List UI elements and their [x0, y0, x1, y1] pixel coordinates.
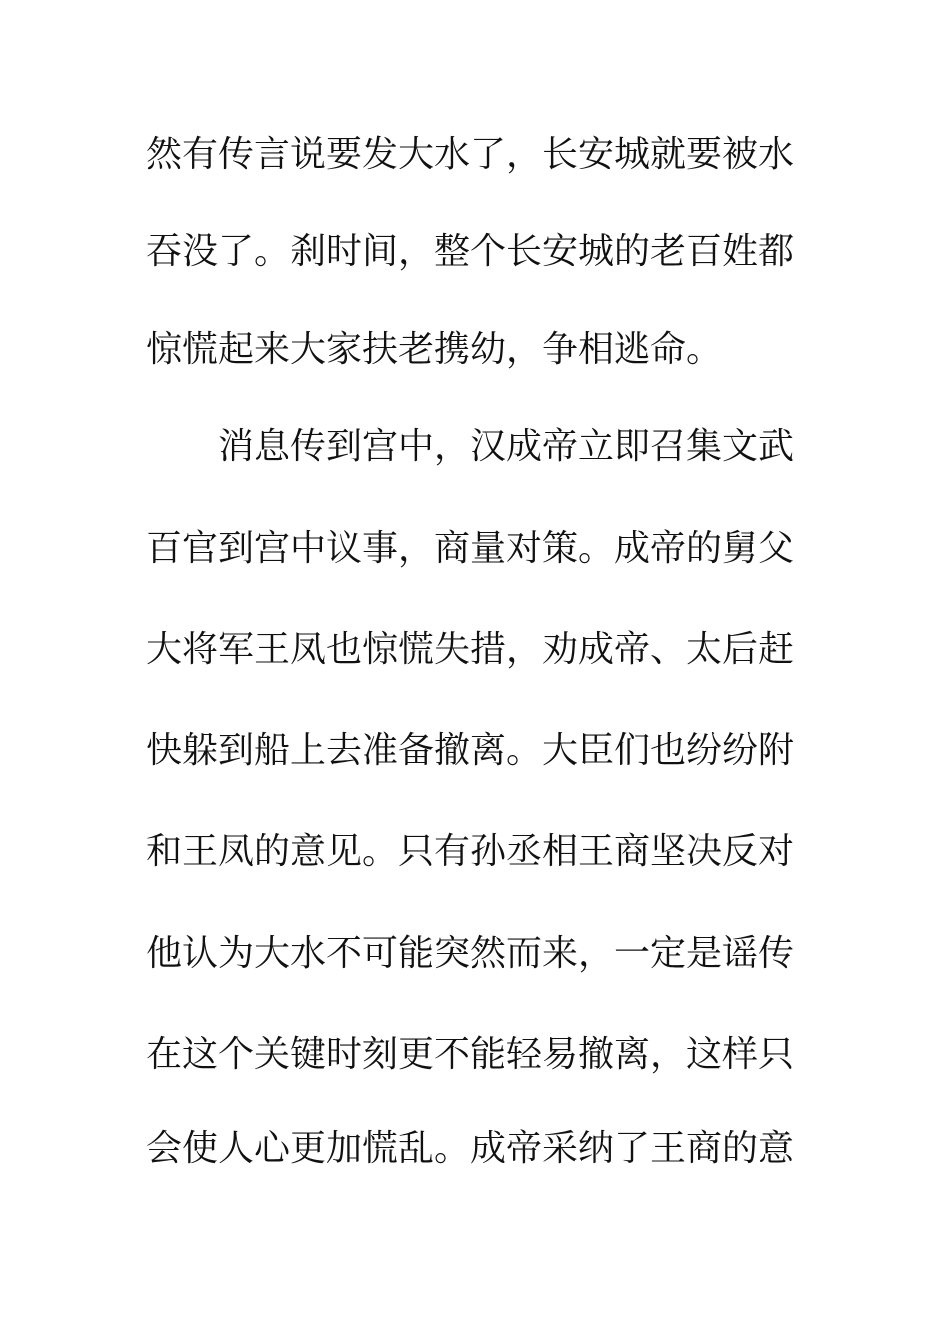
text-line: 快躲到船上去准备撤离。大臣们也纷纷附 — [146, 730, 795, 771]
text-line: 百官到宫中议事，商量对策。成帝的舅父 — [146, 528, 795, 569]
text-line: 会使人心更加慌乱。成帝采纳了王商的意 — [146, 1128, 795, 1169]
text-line: 和王凤的意见。只有孙丞相王商坚决反对 — [146, 831, 795, 872]
text-line: 他认为大水不可能突然而来，一定是谣传 — [146, 933, 795, 974]
paragraph-first-line: 消息传到宫中，汉成帝立即召集文武 — [218, 426, 795, 467]
text-line: 然有传言说要发大水了，长安城就要被水 — [146, 134, 795, 175]
text-line: 在这个关键时刻更不能轻易撤离，这样只 — [146, 1034, 795, 1075]
text-line: 吞没了。刹时间，整个长安城的老百姓都 — [146, 231, 795, 272]
text-line: 惊慌起来大家扶老携幼，争相逃命。 — [146, 329, 723, 370]
text-line: 大将军王凤也惊慌失措，劝成帝、太后赶 — [146, 629, 795, 670]
